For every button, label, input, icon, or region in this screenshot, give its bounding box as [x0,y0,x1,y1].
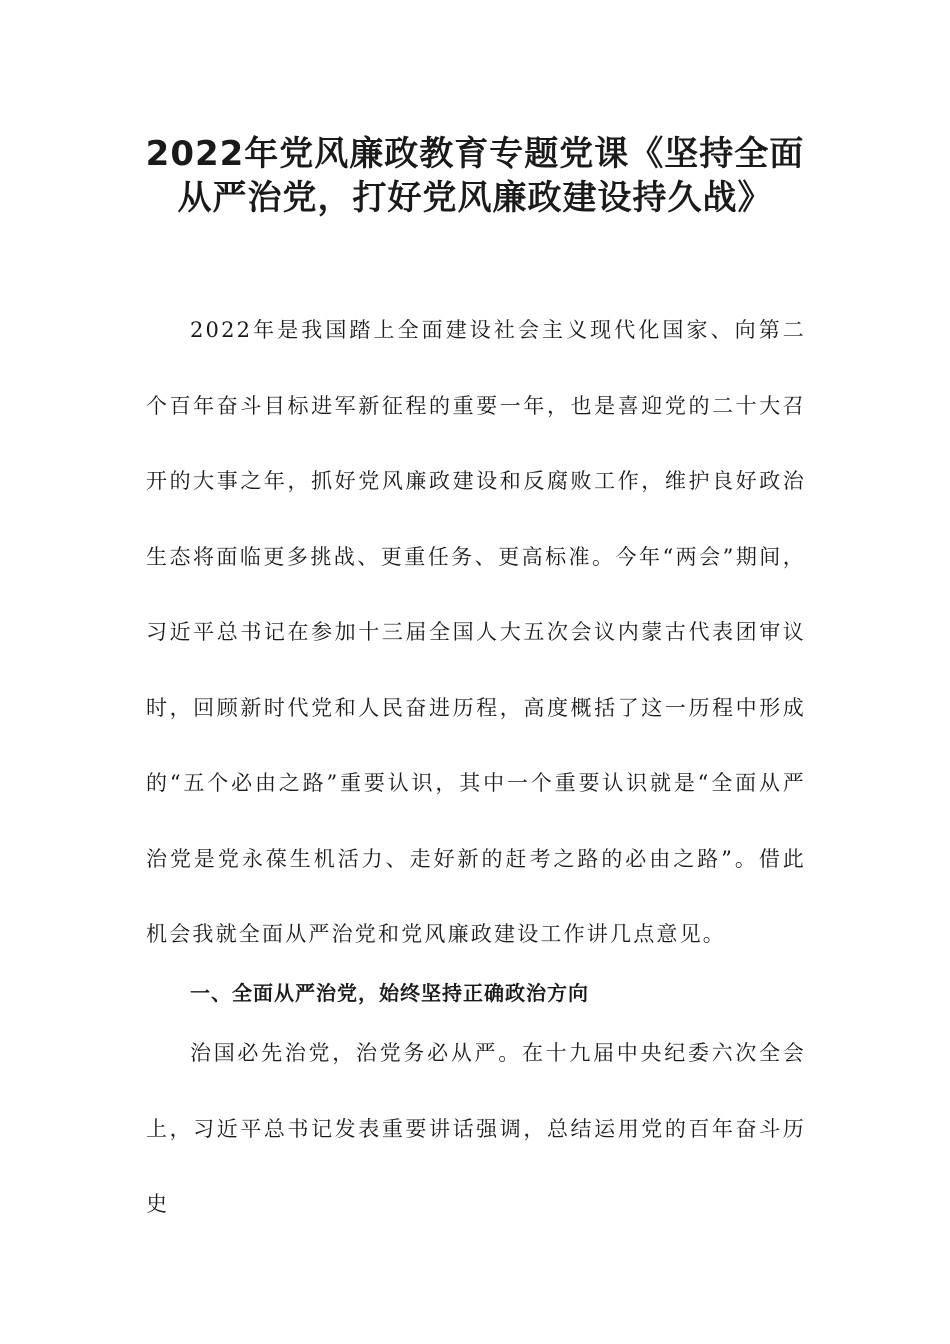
intro-paragraph: 2022年是我国踏上全面建设社会主义现代化国家、向第二个百年奋斗目标进军新征程的重要一年，也是喜迎党的二十大召开的大事之年，抓好党风廉政建设和反腐败工作，维护良好政治生态将面临更多挑战、更重任务、更高标准。今年“两会”期间，习近平总书记在参加十三届全国人大五次会议内蒙古代表团审议时，回顾新时代党和人民奋进历程，高度概括了这一历程中形成的“五个必由之路”重要认识，其中一个重要认识就是“全面从严治党是党永葆生机活力、走好新的赶考之路的必由之路”。借此机会我就全面从严治党和党风廉政建设工作讲几点意见。 [146,318,806,946]
section-1-paragraph: 治国必先治党，治党务必从严。在十九届中央纪委六次全会上，习近平总书记发表重要讲话强调，总结运用党的百年奋斗历史 [146,1041,806,1216]
document-title-line-2: 从严治党，打好党风廉政建设持久战》 [177,178,773,218]
document-title-line-1: 2022年党风廉政教育专题党课《坚持全面 [145,134,805,174]
section-heading-1: 一、全面从严治党，始终坚持正确政治方向 [190,981,589,1005]
